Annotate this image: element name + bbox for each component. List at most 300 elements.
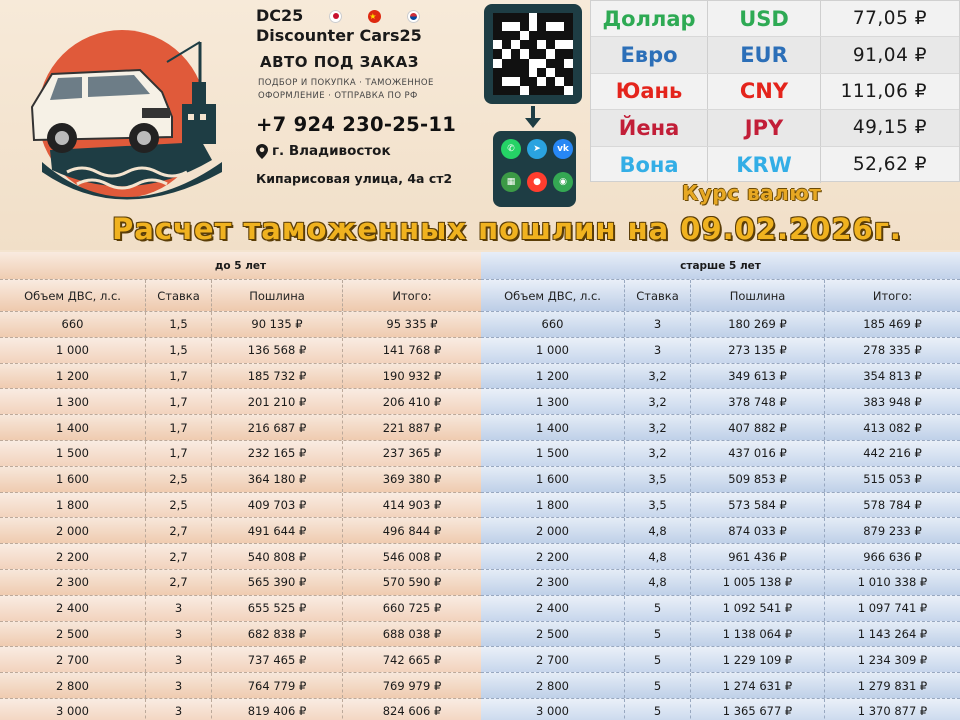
- table-cell: 180 269 ₽: [691, 312, 825, 337]
- table-cell: 1 279 831 ₽: [857, 678, 928, 693]
- table-row: [0, 544, 481, 570]
- table-cell: 2 000: [481, 518, 625, 543]
- table-cell: 349 613 ₽: [691, 364, 825, 389]
- qr-cell: [537, 86, 546, 95]
- table-cell: 769 979 ₽: [382, 678, 442, 693]
- table-row: [481, 699, 960, 720]
- column-header: Объем ДВС, л.с.: [481, 280, 625, 311]
- table-cell: 578 784 ₽: [863, 497, 922, 512]
- qr-cell: [546, 31, 555, 40]
- table-cell: 1 500: [481, 441, 625, 466]
- table-cell: 961 436 ₽: [691, 544, 825, 569]
- column-header: Итого:: [392, 288, 432, 303]
- qr-cell: [502, 68, 511, 77]
- table-row: [0, 570, 481, 596]
- table-row: [481, 493, 960, 519]
- telegram-icon[interactable]: ➤: [527, 139, 547, 159]
- table-cell: 437 016 ₽: [691, 441, 825, 466]
- table-cell: 509 853 ₽: [691, 467, 825, 492]
- table-cell: 95 335 ₽: [386, 317, 438, 332]
- qr-cell: [511, 22, 520, 31]
- table-cell: 1 000: [481, 338, 625, 363]
- table-cell: 737 465 ₽: [212, 647, 343, 672]
- table-cell: 3: [146, 596, 212, 621]
- qr-cell: [511, 40, 520, 49]
- qr-cell: [555, 86, 564, 95]
- qr-cell: [502, 40, 511, 49]
- table-cell: 185 469 ₽: [863, 317, 922, 332]
- table-cell: 1 005 138 ₽: [691, 570, 825, 595]
- flags-row: [329, 10, 420, 23]
- city-name: г. Владивосток: [272, 143, 391, 159]
- qr-cell: [537, 31, 546, 40]
- table-cell: 2 500: [0, 622, 146, 647]
- qr-cell: [529, 49, 538, 58]
- rate-row: [591, 1, 959, 37]
- column-header: Ставка: [625, 280, 691, 311]
- table-row: [481, 338, 960, 364]
- table-cell: 4,8: [625, 518, 691, 543]
- table-cell: 3 000: [481, 699, 625, 720]
- table-cell: 1 600: [481, 467, 625, 492]
- table-row: [481, 673, 960, 699]
- qr-cell: [520, 22, 529, 31]
- table-over-5-years: [481, 252, 960, 720]
- qr-cell: [493, 22, 502, 31]
- messenger-icons: [493, 131, 576, 207]
- qr-cell: [529, 68, 538, 77]
- table-cell: 1,5: [146, 312, 212, 337]
- table-cell: 1 229 109 ₽: [691, 647, 825, 672]
- qr-cell: [537, 22, 546, 31]
- table-cell: 966 636 ₽: [863, 549, 922, 564]
- column-header: Итого:: [872, 288, 913, 303]
- table-row: [0, 596, 481, 622]
- table-cell: 742 665 ₽: [382, 652, 442, 667]
- table-cell: 206 410 ₽: [382, 394, 442, 409]
- table-cell: 90 135 ₽: [212, 312, 343, 337]
- brand-short-row: [256, 6, 478, 26]
- table-cell: 819 406 ₽: [212, 699, 343, 720]
- table-cell: 141 768 ₽: [382, 343, 442, 358]
- table-cell: 354 813 ₽: [863, 368, 922, 383]
- qr-cell: [502, 59, 511, 68]
- table-cell: 3,2: [625, 441, 691, 466]
- table-row: [481, 389, 960, 415]
- phone-number[interactable]: +7 924 230-25-11: [256, 113, 457, 136]
- table-cell: 660: [481, 312, 625, 337]
- qr-cell: [564, 86, 573, 95]
- city-row: [256, 143, 478, 159]
- qr-cell: [493, 68, 502, 77]
- table-cell: 496 844 ₽: [382, 523, 442, 538]
- qr-cell: [529, 22, 538, 31]
- qr-cell: [511, 68, 520, 77]
- arrow-down-icon: [525, 106, 541, 128]
- table-cell: 1 400: [481, 415, 625, 440]
- table-cell: 1 274 631 ₽: [691, 673, 825, 698]
- company-logo: [22, 22, 247, 222]
- table-cell: 573 584 ₽: [691, 493, 825, 518]
- table-cell: 682 838 ₽: [212, 622, 343, 647]
- table-cell: 3: [146, 647, 212, 672]
- rates-caption: Курс валют: [682, 181, 822, 205]
- qr-cell: [546, 77, 555, 86]
- table-cell: 3,2: [625, 364, 691, 389]
- qr-cell: [555, 40, 564, 49]
- qr-cell: [511, 77, 520, 86]
- rate-row: [591, 110, 959, 146]
- table-cell: 409 703 ₽: [212, 493, 343, 518]
- china-flag-icon: [368, 10, 381, 23]
- column-headers: [0, 280, 481, 312]
- qr-cell: [546, 68, 555, 77]
- qr-cell: [546, 49, 555, 58]
- table-row: [481, 312, 960, 338]
- table-cell: 2 000: [0, 518, 146, 543]
- table-cell: 2 400: [481, 596, 625, 621]
- table-cell: 3 000: [0, 699, 146, 720]
- qr-pattern: [493, 13, 573, 95]
- table-cell: 1 138 064 ₽: [691, 622, 825, 647]
- qr-cell: [537, 59, 546, 68]
- qr-cell: [555, 49, 564, 58]
- currency-code: KRW: [708, 147, 821, 183]
- table-cell: 660 725 ₽: [382, 601, 442, 616]
- table-cell: 540 808 ₽: [212, 544, 343, 569]
- qr-cell: [529, 59, 538, 68]
- table-row: [481, 544, 960, 570]
- korea-flag-icon: [407, 10, 420, 23]
- japan-flag-icon: [329, 10, 342, 23]
- qr-cell: [555, 22, 564, 31]
- table-cell: 1 500: [0, 441, 146, 466]
- table-cell: 1,7: [146, 441, 212, 466]
- table-row: [481, 441, 960, 467]
- table-cell: 515 053 ₽: [863, 472, 922, 487]
- table-under-5-years: [0, 252, 481, 720]
- table-cell: 136 568 ₽: [212, 338, 343, 363]
- table-row: [0, 389, 481, 415]
- qr-cell: [529, 40, 538, 49]
- whatsapp-icon[interactable]: ✆: [501, 139, 521, 159]
- table-row: [481, 622, 960, 648]
- table-cell: 1,7: [146, 415, 212, 440]
- table-cell: 442 216 ₽: [863, 446, 922, 461]
- currency-name: Доллар: [591, 1, 708, 36]
- table-row: [0, 415, 481, 441]
- column-header: Ставка: [146, 280, 212, 311]
- qr-cell: [493, 86, 502, 95]
- qr-cell: [520, 13, 529, 22]
- table-cell: 2 700: [0, 647, 146, 672]
- qr-cell: [564, 77, 573, 86]
- rate-row: [591, 147, 959, 183]
- table-cell: 273 135 ₽: [691, 338, 825, 363]
- qr-cell: [502, 13, 511, 22]
- currency-value: 111,06 ₽: [840, 80, 927, 102]
- table-cell: 413 082 ₽: [863, 420, 922, 435]
- qr-cell: [529, 86, 538, 95]
- table-cell: 2,7: [146, 518, 212, 543]
- table-row: [0, 622, 481, 648]
- table-cell: 2 500: [481, 622, 625, 647]
- currency-name: Вона: [591, 147, 708, 183]
- qr-cell: [493, 40, 502, 49]
- table-row: [0, 364, 481, 390]
- rate-row: [591, 37, 959, 73]
- qr-cell: [555, 13, 564, 22]
- qr-cell: [493, 49, 502, 58]
- table-row: [0, 493, 481, 519]
- qr-cell: [529, 31, 538, 40]
- qr-code[interactable]: [484, 4, 582, 104]
- qr-cell: [520, 77, 529, 86]
- table-cell: 1 143 264 ₽: [857, 626, 928, 641]
- qr-cell: [564, 40, 573, 49]
- column-header: Пошлина: [691, 280, 825, 311]
- vk-icon[interactable]: vk: [553, 139, 573, 159]
- qr-cell: [564, 59, 573, 68]
- table-cell: 3: [625, 312, 691, 337]
- table-cell: 1 800: [481, 493, 625, 518]
- table-row: [481, 596, 960, 622]
- table-cell: 383 948 ₽: [863, 394, 922, 409]
- currency-code: JPY: [708, 110, 821, 145]
- table-cell: 3,5: [625, 467, 691, 492]
- qr-cell: [555, 59, 564, 68]
- table-cell: 2,7: [146, 544, 212, 569]
- table-cell: 364 180 ₽: [212, 467, 343, 492]
- table-cell: 1 097 741 ₽: [857, 601, 928, 616]
- qr-cell: [537, 68, 546, 77]
- table-cell: 1 200: [481, 364, 625, 389]
- table-cell: 221 887 ₽: [382, 420, 442, 435]
- currency-value: 91,04 ₽: [852, 44, 927, 66]
- qr-cell: [529, 13, 538, 22]
- table-cell: 3: [146, 699, 212, 720]
- table-cell: 874 033 ₽: [691, 518, 825, 543]
- table-row: [0, 647, 481, 673]
- table-cell: 1 000: [0, 338, 146, 363]
- table-cell: 369 380 ₽: [382, 472, 442, 487]
- table-cell: 3,2: [625, 415, 691, 440]
- qr-cell: [564, 22, 573, 31]
- qr-cell: [493, 31, 502, 40]
- qr-cell: [520, 49, 529, 58]
- table-cell: 216 687 ₽: [212, 415, 343, 440]
- page-title: Расчет таможенных пошлин на 09.02.2026г.: [112, 212, 902, 246]
- qr-cell: [546, 13, 555, 22]
- table-cell: 546 008 ₽: [382, 549, 442, 564]
- table-row: [481, 647, 960, 673]
- qr-cell: [520, 31, 529, 40]
- table-cell: 4,8: [625, 570, 691, 595]
- services-line-1: ПОДБОР И ПОКУПКА · ТАМОЖЕННОЕ: [258, 78, 434, 88]
- column-header: Пошлина: [212, 280, 343, 311]
- table-cell: 5: [625, 699, 691, 720]
- brand-short: DC25: [256, 6, 304, 25]
- table-cell: 3,5: [625, 493, 691, 518]
- qr-cell: [564, 49, 573, 58]
- table-cell: 2 800: [0, 673, 146, 698]
- table-row: [481, 364, 960, 390]
- map-icon[interactable]: ▦: [501, 172, 521, 192]
- table-row: [481, 467, 960, 493]
- table-cell: 5: [625, 673, 691, 698]
- table-cell: 3,2: [625, 389, 691, 414]
- services-line-2: ОФОРМЛЕНИЕ · ОТПРАВКА ПО РФ: [258, 91, 418, 101]
- qr-cell: [502, 86, 511, 95]
- table-cell: 764 779 ₽: [212, 673, 343, 698]
- table-cell: 185 732 ₽: [212, 364, 343, 389]
- qr-cell: [564, 13, 573, 22]
- currency-value: 77,05 ₽: [852, 8, 927, 30]
- table-cell: 655 525 ₽: [212, 596, 343, 621]
- location-pin-icon: [256, 144, 268, 159]
- table-cell: 1,7: [146, 389, 212, 414]
- qr-cell: [511, 59, 520, 68]
- table-row: [0, 338, 481, 364]
- qr-cell: [502, 49, 511, 58]
- brand-tagline: АВТО ПОД ЗАКАЗ: [260, 53, 419, 71]
- currency-name: Евро: [591, 37, 708, 72]
- table-cell: 1 234 309 ₽: [857, 652, 928, 667]
- table-cell: 278 335 ₽: [863, 343, 922, 358]
- qr-cell: [502, 77, 511, 86]
- table-cell: 1 200: [0, 364, 146, 389]
- qr-cell: [564, 68, 573, 77]
- table-cell: 3: [146, 622, 212, 647]
- table-cell: 5: [625, 596, 691, 621]
- qr-cell: [520, 68, 529, 77]
- table-row: [0, 312, 481, 338]
- currency-name: Йена: [591, 110, 708, 145]
- table-row: [0, 441, 481, 467]
- table-cell: 2 800: [481, 673, 625, 698]
- table-cell: 1 300: [481, 389, 625, 414]
- table-cell: 190 932 ₽: [382, 368, 442, 383]
- qr-cell: [529, 77, 538, 86]
- qr-cell: [511, 13, 520, 22]
- qr-cell: [493, 13, 502, 22]
- currency-value: 52,62 ₽: [852, 154, 927, 176]
- qr-cell: [520, 59, 529, 68]
- table-cell: 1 370 877 ₽: [857, 704, 928, 719]
- qr-cell: [546, 22, 555, 31]
- location-pin-icon[interactable]: ●: [527, 172, 547, 192]
- table-cell: 1 365 677 ₽: [691, 699, 825, 720]
- table-cell: 1,7: [146, 364, 212, 389]
- customs-tables: [0, 252, 960, 720]
- table-cell: 879 233 ₽: [863, 523, 922, 538]
- table-cell: 660: [0, 312, 146, 337]
- currency-code: EUR: [708, 37, 821, 72]
- table-cell: 378 748 ₽: [691, 389, 825, 414]
- qr-cell: [502, 31, 511, 40]
- table-cell: 201 210 ₽: [212, 389, 343, 414]
- table-row: [0, 467, 481, 493]
- address: Кипарисовая улица, 4а ст2: [256, 171, 453, 186]
- table-cell: 1 300: [0, 389, 146, 414]
- qr-cell: [537, 13, 546, 22]
- currency-name: Юань: [591, 74, 708, 109]
- table-cell: 3: [146, 673, 212, 698]
- table-row: [0, 673, 481, 699]
- table-row: [481, 570, 960, 596]
- qr-cell: [555, 31, 564, 40]
- table-cell: 1 092 541 ₽: [691, 596, 825, 621]
- google-maps-icon[interactable]: ◉: [553, 172, 573, 192]
- table-cell: 2 300: [0, 570, 146, 595]
- group-heading: до 5 лет: [0, 252, 481, 280]
- qr-cell: [537, 49, 546, 58]
- currency-code: USD: [708, 1, 821, 36]
- qr-cell: [555, 68, 564, 77]
- table-cell: 2 200: [0, 544, 146, 569]
- table-row: [0, 518, 481, 544]
- table-cell: 2,5: [146, 467, 212, 492]
- table-cell: 2 700: [481, 647, 625, 672]
- table-cell: 2,5: [146, 493, 212, 518]
- table-cell: 1 010 338 ₽: [857, 575, 928, 590]
- qr-cell: [511, 86, 520, 95]
- table-cell: 414 903 ₽: [382, 497, 442, 512]
- table-cell: 2,7: [146, 570, 212, 595]
- group-heading: старше 5 лет: [481, 252, 960, 280]
- table-row: [0, 699, 481, 720]
- table-cell: 688 038 ₽: [382, 626, 442, 641]
- table-row: [481, 518, 960, 544]
- qr-cell: [520, 86, 529, 95]
- rate-row: [591, 74, 959, 110]
- currency-rates-table: [590, 0, 960, 182]
- table-cell: 824 606 ₽: [382, 704, 442, 719]
- qr-cell: [555, 77, 564, 86]
- table-cell: 2 300: [481, 570, 625, 595]
- qr-cell: [502, 22, 511, 31]
- currency-value: 49,15 ₽: [852, 117, 927, 139]
- header: [0, 0, 960, 250]
- table-cell: 237 365 ₽: [382, 446, 442, 461]
- table-cell: 1 400: [0, 415, 146, 440]
- table-cell: 232 165 ₽: [212, 441, 343, 466]
- column-headers: [481, 280, 960, 312]
- table-cell: 570 590 ₽: [382, 575, 442, 590]
- table-cell: 1 800: [0, 493, 146, 518]
- qr-cell: [511, 49, 520, 58]
- table-cell: 2 400: [0, 596, 146, 621]
- qr-cell: [493, 59, 502, 68]
- brand-services: [258, 77, 478, 103]
- table-row: [481, 415, 960, 441]
- qr-cell: [537, 77, 546, 86]
- qr-cell: [511, 31, 520, 40]
- currency-code: CNY: [708, 74, 821, 109]
- qr-cell: [546, 40, 555, 49]
- table-cell: 5: [625, 647, 691, 672]
- qr-cell: [493, 77, 502, 86]
- qr-cell: [520, 40, 529, 49]
- qr-cell: [564, 31, 573, 40]
- table-cell: 4,8: [625, 544, 691, 569]
- qr-cell: [546, 59, 555, 68]
- brand-block: [256, 6, 478, 186]
- table-cell: 1,5: [146, 338, 212, 363]
- brand-name: Discounter Cars25: [256, 26, 422, 45]
- table-cell: 407 882 ₽: [691, 415, 825, 440]
- table-cell: 565 390 ₽: [212, 570, 343, 595]
